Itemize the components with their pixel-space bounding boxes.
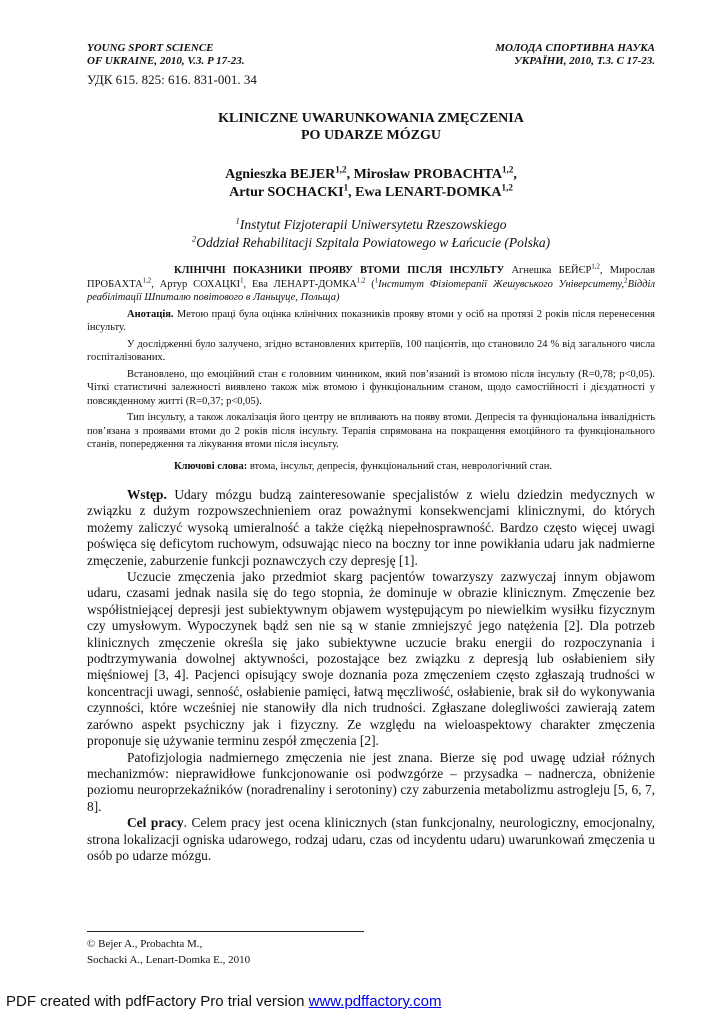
journal-header-en — [87, 42, 245, 68]
ua-annotation-text: Метою праці була оцінка клінічних показників прояву втоми у осіб на протязі 2 років після перенесення інсульту. — [87, 308, 655, 333]
ua-author: , Артур СОХАЦКІ — [151, 278, 241, 290]
author-name: Agnieszka BEJER — [225, 167, 336, 182]
ua-paragraph: Встановлено, що емоційний стан є головним чинником, який пов’язаний із втомою після інсульту (R=0,78; p<0,05). Чіткі статистичні залежності виявлено також між втомою і функціональним станом, щодо самостійності і дієздатності у повсякденному житті (R=0,37; p<0,05). — [87, 368, 655, 407]
ua-author-sup: 1,2 — [591, 263, 600, 271]
ua-summary-heading — [87, 264, 655, 305]
ua-affil-sup: 1 — [374, 277, 379, 284]
affiliation-2 — [87, 234, 655, 252]
ua-author: , Мирослав ПРОБАХТА — [87, 265, 656, 290]
author-affil-sup: 1,2 — [502, 164, 514, 175]
ua-affil-open: ( — [365, 278, 375, 290]
ua-author: Агнешка БЕЙЄР — [504, 265, 592, 276]
pdf-banner-text: PDF created with pdfFactory Pro trial version — [6, 993, 309, 1010]
article-title-line2: PO UDARZE MÓZGU — [301, 128, 441, 143]
body-paragraph — [87, 815, 655, 864]
footnote-divider — [87, 931, 364, 932]
article-title — [87, 110, 655, 144]
body-paragraph-text: . Celem pracy jest ocena klinicznych (stan funkcjonalny, neurologiczny, emocjonalny, strona lokalizacji ogniska udarowego, rodzaj udaru, czas od incydentu udaru) uwarunkowań zmęczenia u osób po udarze mózgu. — [87, 815, 655, 863]
article-title-line1: KLINICZNE UWARUNKOWANIA ZMĘCZENIA — [218, 111, 524, 126]
author-separator: , — [513, 167, 517, 182]
copyright-footnote — [87, 936, 250, 968]
ua-affiliation: Інститут Фізіотерапії Жешувського Університету, — [378, 278, 625, 290]
ua-annotation-label: Анотація. — [127, 308, 174, 320]
author-name: Mirosław PROBACHTA — [353, 167, 502, 182]
affiliation-sup: 1 — [235, 215, 240, 226]
ua-keywords-label: Ключові слова: — [174, 460, 248, 472]
author-separator: , — [348, 185, 356, 200]
pdf-trial-banner — [6, 993, 441, 1010]
body-paragraph-text: Udary mózgu budzą zainteresowanie specjalistów z wielu dziedzin medycznych w związku z dużym rozpowszechnieniem oraz poważnymi konsekwencjami klinicznymi, do których możemy zaliczyć wysoką umieralność a także ciężką niepełnosprawność. Bardzo często więcej uwagi poświęca się deficytom ruchowym, odsuwając nieco na boczny tor inne powikłania udaru jak nadmierne zmęczenie, zaburzenie funkcji poznawczych czy depresję [1]. — [87, 487, 655, 568]
journal-header-en-line2: OF UKRAINE, 2010, V.3. P 17-23. — [87, 55, 245, 67]
body-paragraph: Uczucie zmęczenia jako przedmiot skarg pacjentów towarzyszy zazwyczaj innym objawom udaru, czasami jednak nasila się do tego stopnia, że dominuje w obrazie klinicznym. Zmęczenie bez współistniejącej depresji jest subiektywnym objawem występującym po niewielkim wysiłku fizycznym czy umysłowym. Wypoczynek bądź sen nie są w stanie zmniejszyć jego natężenia [2]. Dla potrzeb klinicznych zmęczenie określa się jako subiektywne uczucie braku energii do rozpoczynania i podtrzymywania dowolnej aktywności, pozostające bez związku z depresją lub osłabieniem siły mięśniowej [3, 4]. Pacjenci opisujący swoje doznania poza zmęczeniem często zgłaszają trudności w koncentracji uwagi, senność, osłabienie pamięci, łatwą męczliwość, osłabienie, brak sił do wykonywania czynności, które wcześniej nie stanowiły dla nich trudności. Zgłaszane dolegliwości zawierają zatem zarówno aspekt psychiczny jak i fizyczny. Ze względu na wieloaspektowy charakter zmęczenia proponuje się używanie terminu zespół zmęczenia [2]. — [87, 569, 655, 749]
author-separator: , — [346, 167, 354, 182]
pdffactory-link[interactable]: www.pdffactory.com — [308, 993, 442, 1010]
journal-header-ua-line1: МОЛОДА СПОРТИВНА НАУКА — [495, 42, 655, 54]
affiliations — [87, 216, 655, 252]
body-paragraph — [87, 487, 655, 569]
author-list — [87, 166, 655, 202]
ua-author: , Ева ЛЕНАРТ-ДОМКА — [243, 278, 357, 290]
section-label-intro: Wstęp. — [127, 487, 167, 502]
ukrainian-summary — [87, 264, 655, 473]
author-name: Ewa LENART-DOMKA — [355, 185, 502, 200]
affiliation-text: Instytut Fizjoterapii Uniwersytetu Rzeszowskiego — [239, 217, 507, 232]
ua-keywords-text: втома, інсульт, депресія, функціональний стан, неврологічний стан. — [247, 460, 552, 472]
author-affil-sup: 1,2 — [335, 164, 347, 175]
author-affil-sup: 1 — [343, 182, 349, 193]
ua-paragraph: Тип інсульту, а також локалізація його центру не впливають на появу втоми. Депресія та функціональна інвалідність пов’язана з проявами втоми до 2 років після інсульту. Терапія спрямована на покращення емоційного та функціонального станів, попередження та лікування втоми після інсульту. — [87, 412, 655, 450]
footnote-line2: Sochacki A., Lenart-Domka E., 2010 — [87, 954, 251, 966]
journal-header-ua-line2: УКРАЇНИ, 2010, Т.3. С 17-23. — [514, 55, 655, 67]
article-body — [87, 487, 655, 864]
footnote-line1: © Bejer A., Probachta M., — [87, 938, 203, 950]
body-paragraph: Patofizjologia nadmiernego zmęczenia nie jest znana. Bierze się pod uwagę udział różnych mechanizmów: nieprawidłowe funkcjonowanie osi podwzgórze – przysadka – nadnercza, obniżenie poziomu neuroprzekaźników (noradrenaliny i serotoniny) czy zaburzenia metabolizmu astrogleju [5, 6, 7, 8]. — [87, 749, 655, 814]
section-label-aim: Cel pracy — [127, 815, 184, 831]
ua-affiliation: Відділ реабілітації Шпиталю повітового в Ланьцуце, Польща) — [87, 278, 656, 303]
ua-keywords — [87, 460, 655, 474]
affiliation-text: Oddział Rehabilitacji Szpitala Powiatowego w Łańcucie (Polska) — [196, 235, 551, 250]
journal-header-ua — [495, 42, 655, 68]
ua-annotation — [87, 308, 655, 335]
affiliation-sup: 2 — [191, 233, 197, 244]
author-affil-sup: 1,2 — [501, 182, 513, 193]
udc-code: УДК 615. 825: 616. 831-001. 34 — [87, 72, 257, 87]
ua-summary-title: КЛІНІЧНІ ПОКАЗНИКИ ПРОЯВУ ВТОМИ ПІСЛЯ ІНСУЛЬТУ — [174, 265, 505, 276]
running-header — [87, 42, 655, 68]
ua-affil-sup: 2 — [624, 277, 628, 284]
article-page — [87, 42, 655, 864]
author-name: Artur SOCHACKI — [229, 185, 344, 200]
affiliation-1 — [87, 216, 655, 234]
ua-paragraph: У дослідженні було залучено, згідно встановлених критеріїв, 100 пацієнтів, що становило 24 % від загального числа госпіталізованих. — [87, 338, 655, 363]
journal-header-en-line1: YOUNG SPORT SCIENCE — [87, 42, 214, 54]
ua-author-sup: 1,2 — [356, 277, 366, 284]
ua-author-sup: 1 — [240, 277, 244, 284]
ua-author-sup: 1,2 — [142, 277, 152, 284]
